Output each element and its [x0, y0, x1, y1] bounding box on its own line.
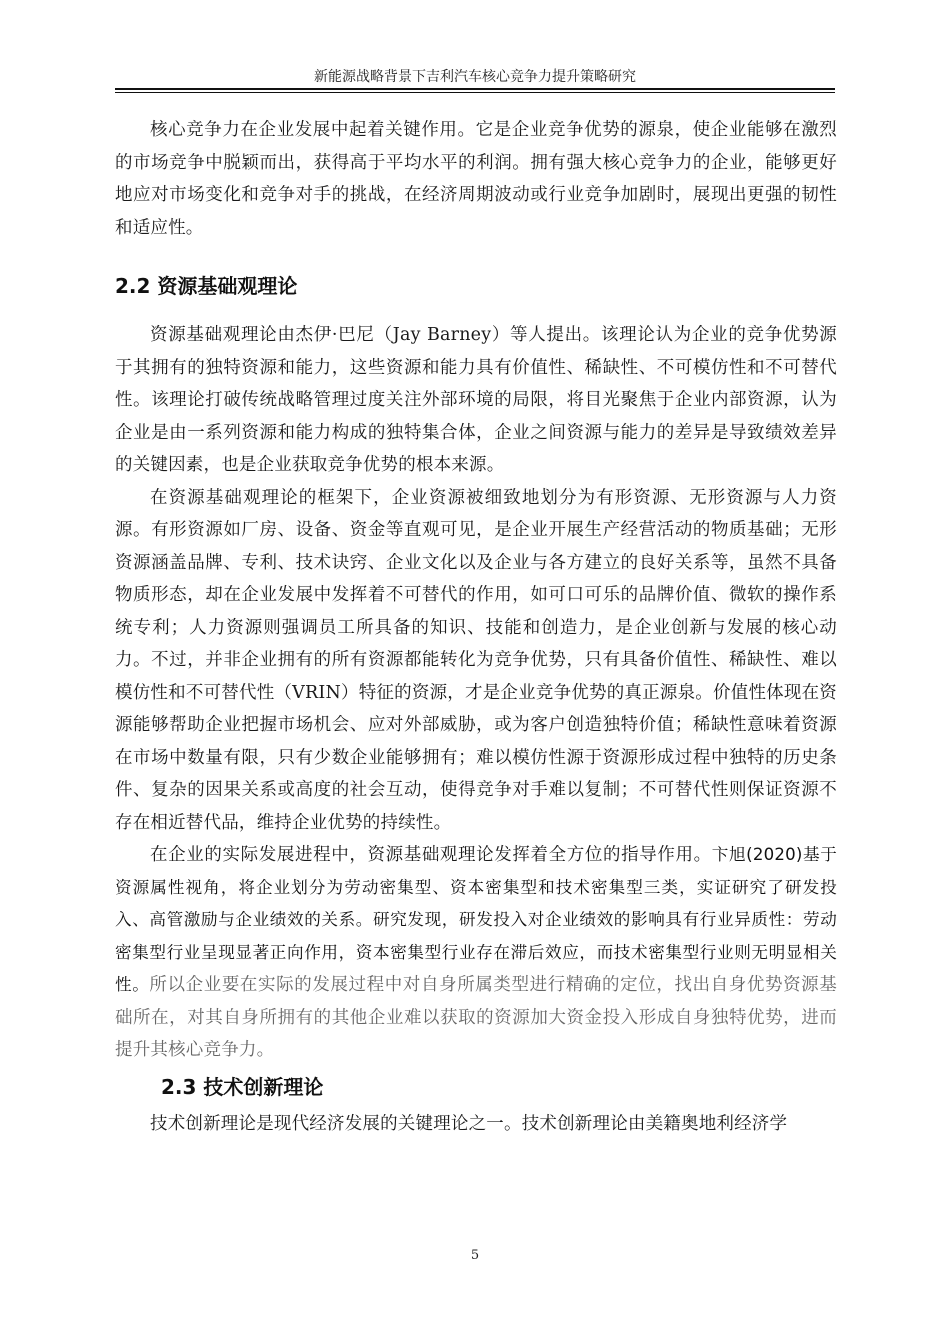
header-rule-thin — [115, 92, 835, 93]
paragraph-2-2-3-citation-run: 卞旭(2020)基于资源属性视角，将企业划分为劳动密集型、资本密集型和技术密集型三类，实证研究了研发投入、高管激励与企业绩效的关系。研究发现，研发投入对企业绩效的影响具有行业异质性：劳动密集型行业呈现显著正向作用，资本密集型行业存在滞后效应，而技术密集型行业则无明显相关性。 — [115, 845, 837, 994]
page-body — [115, 114, 837, 1140]
paragraph-2-2-3 — [115, 839, 837, 1067]
header-rule-thick — [115, 88, 835, 90]
intro-paragraph: 核心竞争力在企业发展中起着关键作用。它是企业竞争优势的源泉，使企业能够在激烈的市场竞争中脱颖而出，获得高于平均水平的利润。拥有强大核心竞争力的企业，能够更好地应对市场变化和竞争对手的挑战，在经济周期波动或行业竞争加剧时，展现出更强的韧性和适应性。 — [115, 120, 837, 238]
paragraph-2-2-3-lead: 在企业的实际发展进程中，资源基础观理论发挥着全方位的指导作用。 — [150, 845, 712, 865]
paragraph-2-2-1: 资源基础观理论由杰伊·巴尼（Jay Barney）等人提出。该理论认为企业的竞争优势源于其拥有的独特资源和能力，这些资源和能力具有价值性、稀缺性、不可模仿性和不可替代性。该理论打破传统战略管理过度关注外部环境的局限，将目光聚焦于企业内部资源，认为企业是由一系列资源和能力构成的独特集合体，企业之间资源与能力的差异是导致绩效差异的关键因素，也是企业获取竞争优势的根本来源。 — [115, 325, 837, 475]
paragraph-2-3-1: 技术创新理论是现代经济发展的关键理论之一。技术创新理论由美籍奥地利经济学 — [150, 1113, 788, 1134]
section-heading-2-3: 2.3 技术创新理论 — [161, 1074, 324, 1099]
paragraph-2-2-2: 在资源基础观理论的框架下，企业资源被细致地划分为有形资源、无形资源与人力资源。有形资源如厂房、设备、资金等直观可见，是企业开展生产经营活动的物质基础；无形资源涵盖品牌、专利、技术诀窍、企业文化以及企业与各方建立的良好关系等，虽然不具备物质形态，却在企业发展中发挥着不可替代的作用，如可口可乐的品牌价值、微软的操作系统专利；人力资源则强调员工所具备的知识、技能和创造力，是企业创新与发展的核心动力。不过，并非企业拥有的所有资源都能转化为竞争优势，只有具备价值性、稀缺性、难以模仿性和不可替代性（VRIN）特征的资源，才是企业竞争优势的真正源泉。价值性体现在资源能够帮助企业把握市场机会、应对外部威胁，或为客户创造独特价值；稀缺性意味着资源在市场中数量有限，只有少数企业能够拥有；难以模仿性源于资源形成过程中独特的历史条件、复杂的因果关系或高度的社会互动，使得竞争对手难以复制；不可替代性则保证资源不存在相近替代品，维持企业优势的持续性。 — [115, 487, 837, 833]
page-number: 5 — [470, 1248, 480, 1263]
paragraph-2-2-3-conclusion: 所以企业要在实际的发展过程中对自身所属类型进行精确的定位，找出自身优势资源基础所在，对其自身所拥有的其他企业难以获取的资源加大资金投入形成自身独特优势，进而提升其核心竞争力。 — [115, 975, 837, 1060]
section-heading-2-2: 2.2 资源基础观理论 — [115, 274, 298, 298]
running-header: 新能源战略背景下吉利汽车核心竞争力提升策略研究 — [314, 69, 636, 85]
